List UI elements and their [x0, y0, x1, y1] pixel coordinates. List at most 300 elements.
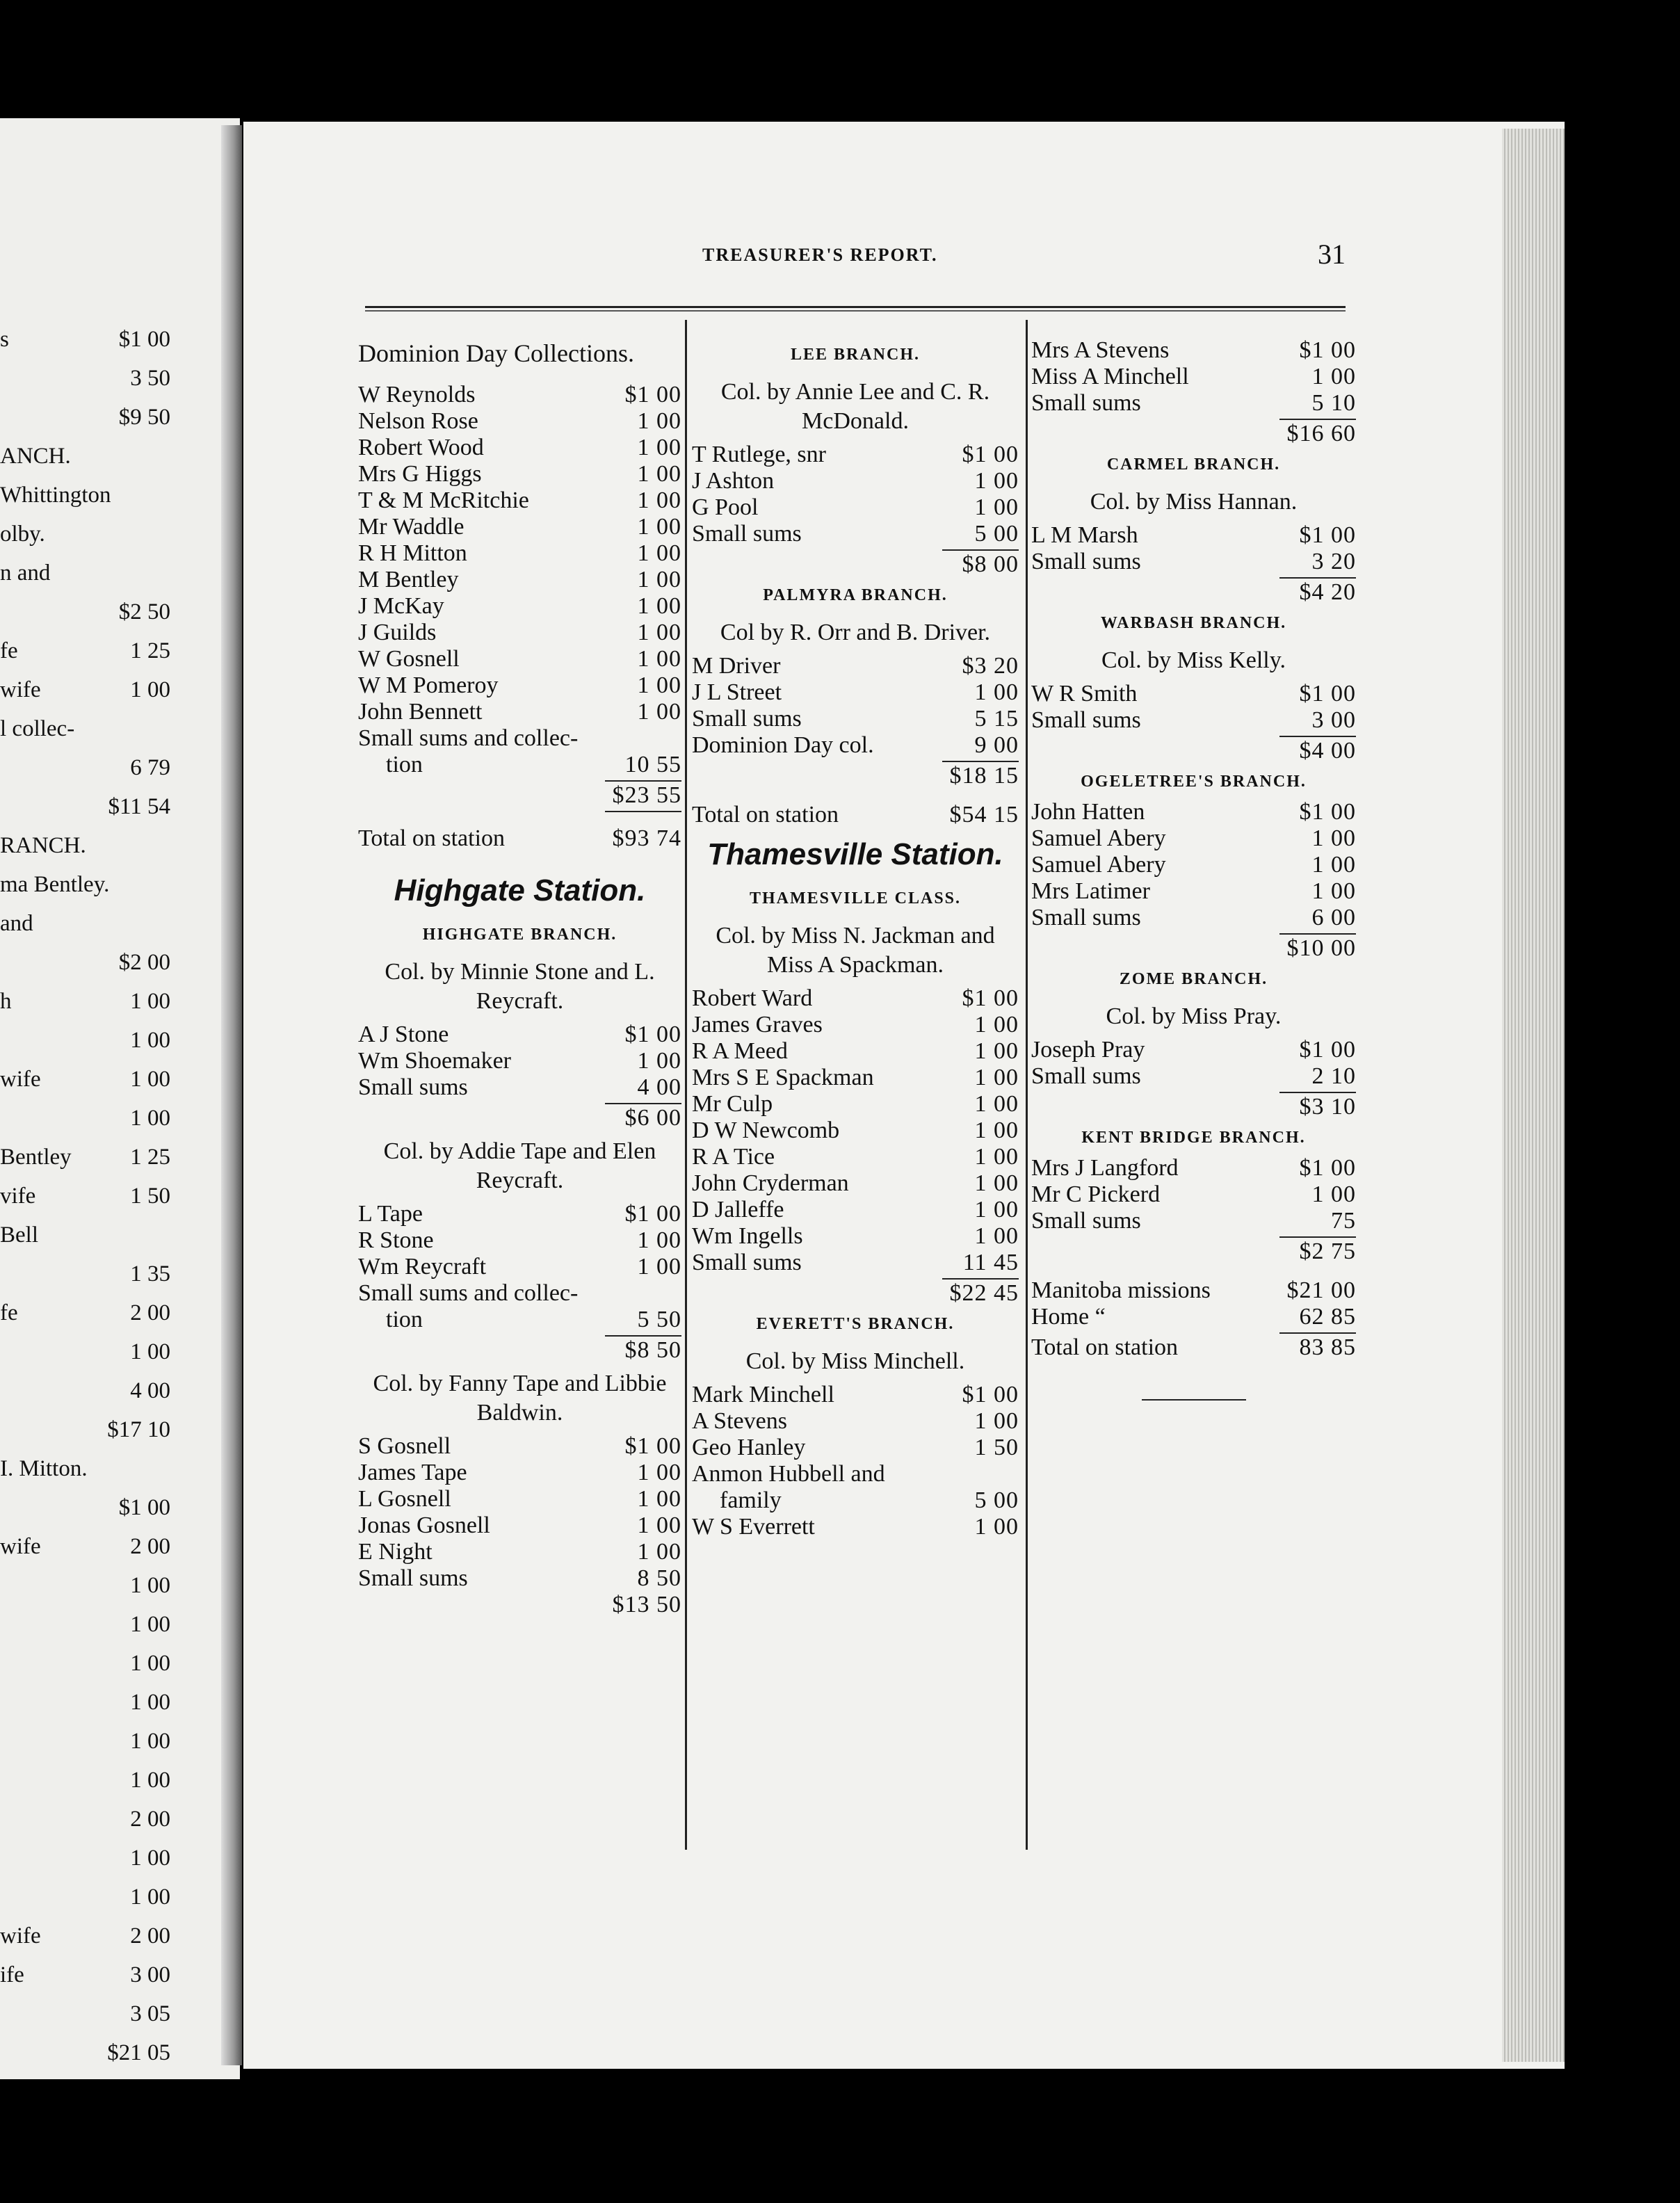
cont-row — [358, 1307, 681, 1333]
entry-row — [358, 1280, 681, 1307]
subtotal-row — [358, 1105, 681, 1131]
entry-row — [358, 1048, 681, 1074]
zome-list — [1031, 1037, 1356, 1090]
row-amount: $1 00 — [962, 442, 1019, 467]
row-amount: 5 00 — [974, 521, 1019, 547]
row-name: Mrs Latimer — [1031, 878, 1150, 904]
entry-row — [1031, 364, 1356, 390]
row-name: L Gosnell — [358, 1486, 451, 1512]
row-amount: $1 00 — [1299, 337, 1356, 363]
row-name: Wm Shoemaker — [358, 1048, 511, 1074]
row-amount: 1 00 — [637, 1460, 681, 1485]
row-name: John Bennett — [358, 699, 483, 725]
row-amount: 1 00 — [974, 1514, 1019, 1540]
subtotal: $10 00 — [1286, 935, 1356, 961]
entry-row — [692, 1012, 1019, 1038]
entry-row — [1031, 1063, 1356, 1090]
left-fragment-text: n and — [0, 560, 51, 586]
entry-row — [692, 985, 1019, 1012]
left-fragment-text: vife — [0, 1184, 36, 1209]
entry-row — [358, 567, 681, 593]
entry-row — [358, 461, 681, 487]
row-name: W Reynolds — [358, 382, 476, 407]
row-amount: 8 50 — [637, 1565, 681, 1591]
left-fragment-text: ma Bentley. — [0, 872, 110, 897]
row-amount: 1 00 — [974, 1065, 1019, 1090]
row-name: R H Mitton — [358, 540, 467, 566]
row-name: Robert Ward — [692, 985, 813, 1011]
subtotal: $23 55 — [612, 782, 681, 808]
row-amount: 1 00 — [637, 540, 681, 566]
left-fragment-amount: 1 00 — [130, 677, 170, 702]
entry-row — [692, 1117, 1019, 1144]
entry-row — [1031, 1037, 1356, 1063]
row-amount: 1 00 — [1311, 1181, 1356, 1207]
entry-row — [1031, 1155, 1356, 1181]
total-amount: $54 15 — [949, 802, 1019, 828]
left-fragment-amount: 1 00 — [130, 1885, 170, 1910]
left-fragment-amount: 1 00 — [130, 989, 170, 1014]
row-amount: 3 00 — [1311, 707, 1356, 733]
row-name: J McKay — [358, 593, 444, 619]
entry-row — [358, 1539, 681, 1565]
row-amount: 1 00 — [637, 1486, 681, 1512]
column-divider-1 — [685, 320, 687, 1850]
station-heading: Thamesville Station. — [707, 837, 1003, 871]
station-total-row — [692, 802, 1019, 828]
left-fragment-amount: $1 00 — [118, 327, 170, 352]
entry-row — [358, 620, 681, 646]
row-name: J Ashton — [692, 468, 775, 494]
entry-row — [692, 494, 1019, 521]
row-amount: 1 00 — [637, 699, 681, 725]
left-fragment-amount: 2 00 — [130, 1534, 170, 1559]
entry-row — [1031, 1208, 1356, 1234]
row-amount: $1 00 — [1299, 681, 1356, 707]
left-fragment-text: h — [0, 989, 12, 1014]
row-amount: 1 00 — [637, 514, 681, 540]
entry-row — [692, 732, 1019, 759]
row-amount: 1 00 — [637, 1254, 681, 1280]
row-name: Mark Minchell — [692, 1382, 834, 1407]
row-amount: 1 00 — [974, 1144, 1019, 1170]
row-amount: 9 00 — [974, 732, 1019, 758]
subtotal-row — [1031, 935, 1356, 962]
row-name: Mr Culp — [692, 1091, 773, 1117]
left-fragment-amount: $11 54 — [108, 794, 170, 819]
subtotal: $13 50 — [612, 1592, 681, 1617]
row-amount: 1 00 — [637, 408, 681, 434]
row-name: T & M McRitchie — [358, 487, 529, 513]
row-name: Small sums — [692, 706, 802, 732]
row-amount: 1 00 — [974, 1038, 1019, 1064]
left-fragment-amount: $9 50 — [118, 405, 170, 430]
entry-row — [358, 725, 681, 752]
dominion-list — [358, 382, 681, 752]
left-fragment-amount: 2 00 — [130, 1807, 170, 1832]
row-name: Small sums — [1031, 549, 1141, 574]
subtotal-row — [358, 1337, 681, 1364]
left-fragment-text: ife — [0, 1962, 24, 1987]
row-amount: 1 00 — [974, 1012, 1019, 1038]
row-name: Geo Hanley — [692, 1435, 806, 1460]
left-fragment-text: Bentley — [0, 1145, 72, 1170]
row-name: Small sums — [358, 1565, 468, 1591]
entry-row — [692, 1065, 1019, 1091]
entry-row — [692, 468, 1019, 494]
row-name: Joseph Pray — [1031, 1037, 1145, 1063]
row-amount: 1 00 — [974, 494, 1019, 520]
subtotal: $4 20 — [1299, 579, 1356, 605]
left-fragment-text: I. Mitton. — [0, 1456, 88, 1481]
cont-row — [692, 1487, 1019, 1514]
total-amount: 83 85 — [1299, 1334, 1356, 1360]
left-fragment-amount: $2 50 — [118, 599, 170, 624]
entry-row — [358, 1022, 681, 1048]
subtotal: $8 00 — [962, 551, 1019, 577]
entry-row — [692, 1382, 1019, 1408]
row-amount: 1 00 — [1311, 878, 1356, 904]
row-amount: 1 00 — [974, 1223, 1019, 1249]
branch-heading: CARMEL BRANCH. — [1106, 455, 1281, 474]
left-fragment-amount: 1 00 — [130, 1768, 170, 1793]
row-amount: $1 00 — [962, 985, 1019, 1011]
branch-heading: THAMESVILLE CLASS. — [749, 889, 962, 907]
row-amount: 1 00 — [637, 487, 681, 513]
row-name: T Rutlege, snr — [692, 442, 826, 467]
row-name: Anmon Hubbell and — [692, 1461, 885, 1487]
row-amount: 1 00 — [974, 1408, 1019, 1434]
row-name: Small sums — [358, 1074, 468, 1100]
row-amount: 6 00 — [1311, 905, 1356, 930]
left-fragment-amount: 2 00 — [130, 1923, 170, 1948]
entry-row — [692, 1091, 1019, 1117]
left-fragment-amount: $17 10 — [107, 1417, 170, 1442]
row-name: E Night — [358, 1539, 433, 1565]
row-name: R A Tice — [692, 1144, 775, 1170]
entry-row — [692, 1250, 1019, 1276]
entry-row — [358, 1074, 681, 1101]
collector-line: Col. by Annie Lee and C. R. McDonald. — [720, 379, 990, 434]
row-amount: $1 00 — [624, 1022, 681, 1047]
highgate-list-3 — [358, 1433, 681, 1592]
branch-heading: OGELETREE'S BRANCH. — [1081, 773, 1307, 791]
row-name: Small sums — [692, 1250, 802, 1275]
entry-row — [358, 487, 681, 514]
row-amount: 62 85 — [1299, 1304, 1356, 1330]
left-fragment-text: wife — [0, 1067, 41, 1092]
dominion-total-row — [358, 782, 681, 809]
collector-line: Col. by Miss Hannan. — [1090, 489, 1298, 515]
branch-heading: PALMYRA BRANCH. — [763, 586, 948, 604]
branch-heading: EVERETT'S BRANCH. — [756, 1315, 955, 1333]
subtotal: $4 00 — [1299, 738, 1356, 764]
lee-list — [692, 442, 1019, 547]
left-fragment-text: s — [0, 327, 9, 352]
row-amount: $1 00 — [1299, 1037, 1356, 1063]
left-fragment-amount: $2 00 — [118, 950, 170, 975]
row-name: Small sums — [692, 521, 802, 547]
row-name: W Gosnell — [358, 646, 460, 672]
page-edges — [1502, 129, 1565, 2062]
column-2 — [692, 337, 1019, 1540]
entry-row — [692, 442, 1019, 468]
subtotal-row — [1031, 421, 1356, 447]
row-amount: 1 00 — [637, 461, 681, 487]
row-name: Small sums — [1031, 707, 1141, 733]
entry-row — [692, 653, 1019, 679]
left-fragment-amount: 1 00 — [130, 1651, 170, 1676]
row-amount: 1 00 — [974, 679, 1019, 705]
row-name: G Pool — [692, 494, 759, 520]
left-fragment-text: olby. — [0, 522, 45, 547]
left-fragment-amount: 1 00 — [130, 1573, 170, 1598]
subtotal-row — [692, 551, 1019, 578]
entry-row — [692, 1038, 1019, 1065]
row-name: Mr Waddle — [358, 514, 465, 540]
entry-row — [692, 706, 1019, 732]
left-fragment-amount: $1 00 — [118, 1495, 170, 1520]
subtotal: $2 75 — [1299, 1238, 1356, 1264]
entry-row — [358, 672, 681, 699]
row-amount: 1 00 — [974, 1170, 1019, 1196]
row-name: Small sums — [1031, 905, 1141, 930]
left-fragment-text: fe — [0, 1300, 18, 1325]
summary-list — [1031, 1277, 1356, 1330]
entry-row — [692, 1461, 1019, 1487]
row-name: W R Smith — [1031, 681, 1138, 707]
left-fragment-text: fe — [0, 638, 18, 663]
left-fragment-text: and — [0, 911, 33, 936]
row-amount: $1 00 — [962, 1382, 1019, 1407]
row-name: J Guilds — [358, 620, 437, 645]
left-fragment-amount: 1 00 — [130, 1846, 170, 1871]
row-amount: 1 00 — [637, 1539, 681, 1565]
row-amount: 1 00 — [637, 620, 681, 645]
subtotal-row — [692, 763, 1019, 789]
dominion-heading: Dominion Day Collections. — [358, 339, 634, 367]
carmel-list — [1031, 522, 1356, 575]
row-amount: 1 00 — [637, 435, 681, 460]
branch-heading: KENT BRIDGE BRANCH. — [1081, 1129, 1306, 1147]
row-amount: 1 00 — [637, 1512, 681, 1538]
row-amount: 1 00 — [1311, 852, 1356, 878]
subtotal: $18 15 — [949, 763, 1019, 789]
row-amount: 1 00 — [637, 593, 681, 619]
row-amount: 10 55 — [624, 752, 681, 777]
row-amount: 1 00 — [974, 1117, 1019, 1143]
row-name: James Tape — [358, 1460, 467, 1485]
row-name: Mrs G Higgs — [358, 461, 482, 487]
row-name: Small sums — [1031, 1208, 1141, 1234]
row-amount: 1 00 — [637, 567, 681, 592]
page-number: 31 — [1318, 239, 1346, 270]
book-gutter — [221, 125, 242, 2065]
left-fragment-text: wife — [0, 1923, 41, 1948]
collector-line: Col by R. Orr and B. Driver. — [720, 620, 991, 645]
row-amount: 1 00 — [974, 1091, 1019, 1117]
row-amount: $1 00 — [1299, 1155, 1356, 1181]
entry-row — [358, 382, 681, 408]
collector-line: Col. by Addie Tape and Elen Reycraft. — [383, 1138, 656, 1193]
entry-row — [1031, 522, 1356, 549]
subtotal: $22 45 — [949, 1280, 1019, 1306]
station-heading: Highgate Station. — [394, 873, 646, 907]
subtotal: $16 60 — [1286, 421, 1356, 446]
subtotal-row — [692, 1280, 1019, 1307]
entry-row — [358, 1227, 681, 1254]
branch-heading: WARBASH BRANCH. — [1100, 614, 1287, 632]
row-name: Small sums and collec- — [358, 1280, 579, 1306]
branch-heading: LEE BRANCH. — [790, 346, 921, 364]
entry-row — [358, 1254, 681, 1280]
entry-row — [692, 521, 1019, 547]
row-amount: $21 00 — [1286, 1277, 1356, 1303]
row-amount: 5 00 — [974, 1487, 1019, 1513]
entry-row — [358, 1201, 681, 1227]
left-page-fragment — [0, 118, 240, 2079]
highgate-list-2 — [358, 1201, 681, 1307]
row-name: D W Newcomb — [692, 1117, 840, 1143]
entry-row — [692, 1435, 1019, 1461]
sum-rule — [358, 809, 681, 813]
total-label: Total on station — [692, 802, 839, 828]
entry-row — [692, 1514, 1019, 1540]
ogeletree-list — [1031, 799, 1356, 931]
collector-line: Col. by Minnie Stone and L. Reycraft. — [385, 959, 655, 1014]
everett-list — [692, 1382, 1019, 1487]
subtotal-row — [358, 1592, 681, 1618]
row-name: W M Pomeroy — [358, 672, 499, 698]
row-name: tion — [386, 1307, 423, 1332]
entry-row — [1031, 390, 1356, 417]
branch-heading: HIGHGATE BRANCH. — [422, 926, 617, 944]
row-amount: 11 45 — [962, 1250, 1019, 1275]
left-fragment-amount: 1 00 — [130, 1729, 170, 1754]
row-name: A Stevens — [692, 1408, 787, 1434]
row-name: Mr C Pickerd — [1031, 1181, 1161, 1207]
entry-row — [1031, 905, 1356, 931]
entry-row — [1031, 1181, 1356, 1208]
left-fragment-amount: 1 00 — [130, 1028, 170, 1053]
row-name: L M Marsh — [1031, 522, 1138, 548]
entry-row — [358, 540, 681, 567]
station-total-row — [358, 825, 681, 852]
entry-row — [692, 1223, 1019, 1250]
row-amount: 1 00 — [974, 468, 1019, 494]
row-amount: $1 00 — [624, 382, 681, 407]
entry-row — [692, 679, 1019, 706]
left-fragment-text: ANCH. — [0, 444, 71, 469]
subtotal: $3 10 — [1299, 1094, 1356, 1120]
row-amount: 4 00 — [637, 1074, 681, 1100]
entry-row — [1031, 707, 1356, 734]
row-name: Samuel Abery — [1031, 825, 1166, 851]
row-name: Small sums and collec- — [358, 725, 579, 751]
row-name: A J Stone — [358, 1022, 449, 1047]
column-3 — [1031, 337, 1356, 1401]
entry-row — [1031, 1304, 1356, 1330]
row-amount: 3 20 — [1311, 549, 1356, 574]
subtotal: $6 00 — [624, 1105, 681, 1131]
row-amount: 1 00 — [1311, 364, 1356, 389]
left-fragment-amount: 1 25 — [130, 1145, 170, 1170]
row-amount: $3 20 — [962, 653, 1019, 679]
subtotal-row — [1031, 1238, 1356, 1265]
entry-row — [1031, 799, 1356, 825]
row-name: Jonas Gosnell — [358, 1512, 490, 1538]
entry-row — [1031, 549, 1356, 575]
thamesville-list — [692, 985, 1019, 1276]
left-fragment-text: Bell — [0, 1222, 38, 1248]
entry-row — [1031, 337, 1356, 364]
row-amount: $1 00 — [624, 1433, 681, 1459]
row-name: John Hatten — [1031, 799, 1145, 825]
left-fragment-amount: 1 00 — [130, 1612, 170, 1637]
left-fragment-amount: 1 25 — [130, 638, 170, 663]
total-label: Total on station — [358, 825, 506, 851]
row-amount: 2 10 — [1311, 1063, 1356, 1089]
row-name: Wm Ingells — [692, 1223, 803, 1249]
left-fragment-amount: 1 00 — [130, 1339, 170, 1364]
entry-row — [1031, 1277, 1356, 1304]
entry-row — [1031, 681, 1356, 707]
left-fragment-amount: 1 00 — [130, 1067, 170, 1092]
entry-row — [692, 1170, 1019, 1197]
row-amount: 1 00 — [637, 1227, 681, 1253]
entry-row — [692, 1408, 1019, 1435]
column-divider-2 — [1026, 320, 1028, 1850]
row-amount: $1 00 — [1299, 522, 1356, 548]
entry-row — [358, 1460, 681, 1486]
left-fragment-amount: 3 50 — [130, 366, 170, 391]
row-name: Manitoba missions — [1031, 1277, 1211, 1303]
row-amount: $1 00 — [624, 1201, 681, 1227]
entry-row — [358, 1486, 681, 1512]
row-name: L Tape — [358, 1201, 423, 1227]
highgate-list-1 — [358, 1022, 681, 1101]
entry-row — [358, 1565, 681, 1592]
left-fragment-text: wife — [0, 677, 41, 702]
entry-row — [358, 514, 681, 540]
row-name: M Driver — [692, 653, 781, 679]
row-name: Mrs S E Spackman — [692, 1065, 874, 1090]
row-name: Nelson Rose — [358, 408, 478, 434]
collector-line: Col. by Fanny Tape and Libbie Baldwin. — [373, 1371, 667, 1426]
row-name: R Stone — [358, 1227, 434, 1253]
subtotal: $8 50 — [624, 1337, 681, 1363]
row-name: James Graves — [692, 1012, 823, 1038]
warbash-list — [1031, 681, 1356, 734]
left-fragment-amount: $21 05 — [107, 2040, 170, 2065]
end-rule — [1142, 1399, 1246, 1401]
left-fragment-amount: 3 05 — [130, 2001, 170, 2026]
row-name: R A Meed — [692, 1038, 788, 1064]
row-amount: $1 00 — [1299, 799, 1356, 825]
left-fragment-text: RANCH. — [0, 833, 86, 858]
left-fragment-amount: 1 00 — [130, 1690, 170, 1715]
row-name: family — [720, 1487, 782, 1513]
left-fragment-amount: 3 00 — [130, 1962, 170, 1987]
subtotal-row — [1031, 738, 1356, 764]
row-name: Home “ — [1031, 1304, 1106, 1330]
entry-row — [358, 435, 681, 461]
left-fragment-amount: 4 00 — [130, 1378, 170, 1403]
subtotal-row — [1031, 579, 1356, 606]
entry-row — [358, 699, 681, 725]
row-name: Small sums — [1031, 1063, 1141, 1089]
collector-line: Col. by Miss Minchell. — [745, 1348, 965, 1374]
